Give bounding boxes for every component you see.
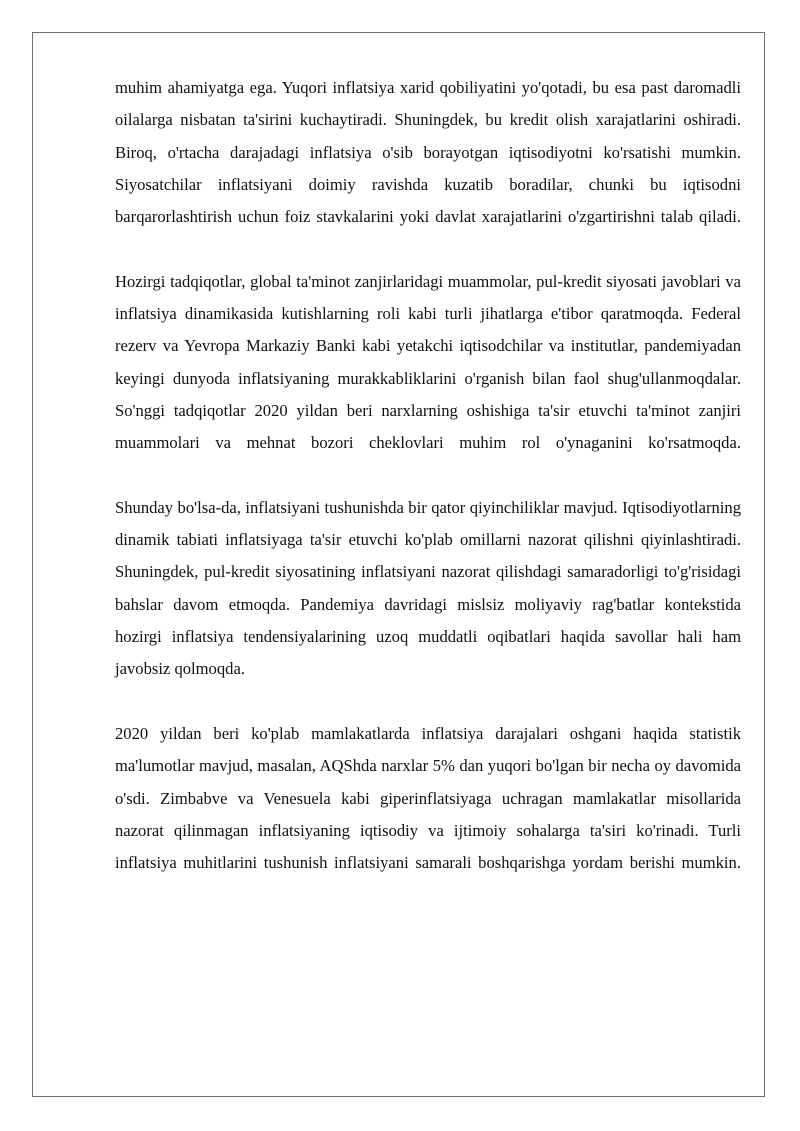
paragraph-1: muhim ahamiyatga ega. Yuqori inflatsiya xarid qobiliyatini yo'qotadi, bu esa past daromadli oilalarga nisbatan ta'sirini kuchaytiradi. Shuningdek, bu kredit olish xarajatlarini oshiradi. Biroq, o'rtacha darajadagi inflatsiya o'sib borayotgan iqtisodiyotni ko'rsatishi mumkin. Siyosatchilar inflatsiyani doimiy ravishda kuzatib boradilar, chunki bu iqtisodni barqarorlashtirish uchun foiz stavkalarini yoki davlat xarajatlarini o'zgartirishni talab qiladi. [115,78,741,227]
paragraph-2: Hozirgi tadqiqotlar, global ta'minot zanjirlaridagi muammolar, pul-kredit siyosati javoblari va inflatsiya dinamikasida kutishlarning roli kabi turli jihatlarga e'tibor qaratmoqda. Federal rezerv va Yevropa Markaziy Banki kabi yetakchi iqtisodchilar va institutlar, pandemiyadan keyingi dunyoda inflatsiyaning murakkabliklarini o'rganish bilan faol shug'ullanmoqdalar. So'nggi tadqiqotlar 2020 yildan beri narxlarning oshishiga ta'sir etuvchi ta'minot zanjiri muammolari va mehnat bozori cheklovlari muhim rol o'ynaganini ko'rsatmoqda. [115,271,741,453]
paragraph-4: 2020 yildan beri ko'plab mamlakatlarda inflatsiya darajalari oshgani haqida statistik ma'lumotlar mavjud, masalan, AQShda narxlar 5% dan yuqori bo'lgan bir necha oy davomida o'sdi. Zimbabve va Venesuela kabi giperinflatsiyaga uchragan mamlakatlar misollarida nazorat qilinmagan inflatsiyaning iqtisodiy va ijtimoiy sohalarga ta'siri ko'rinadi. Turli inflatsiya muhitlarini tushunish inflatsiyani samarali boshqarishga yordam berishi mumkin. [115,723,741,873]
paragraph-3: Shunday bo'lsa-da, inflatsiyani tushunishda bir qator qiyinchiliklar mavjud. Iqtisodiyotlarning dinamik tabiati inflatsiyaga ta'sir etuvchi ko'plab omillarni nazorat qilishni qiyinlashtiradi. Shuningdek, pul-kredit siyosatining inflatsiyani nazorat qilishdagi samaradorligi to'g'risidagi bahslar davom etmoqda. Pandemiya davridagi mislsiz moliyaviy rag'batlar kontekstida hozirgi inflatsiya tendensiyalarining uzoq muddatli oqibatlari haqida savollar hali ham javobsiz qolmoqda. [115,497,741,679]
document-body [115,72,741,912]
